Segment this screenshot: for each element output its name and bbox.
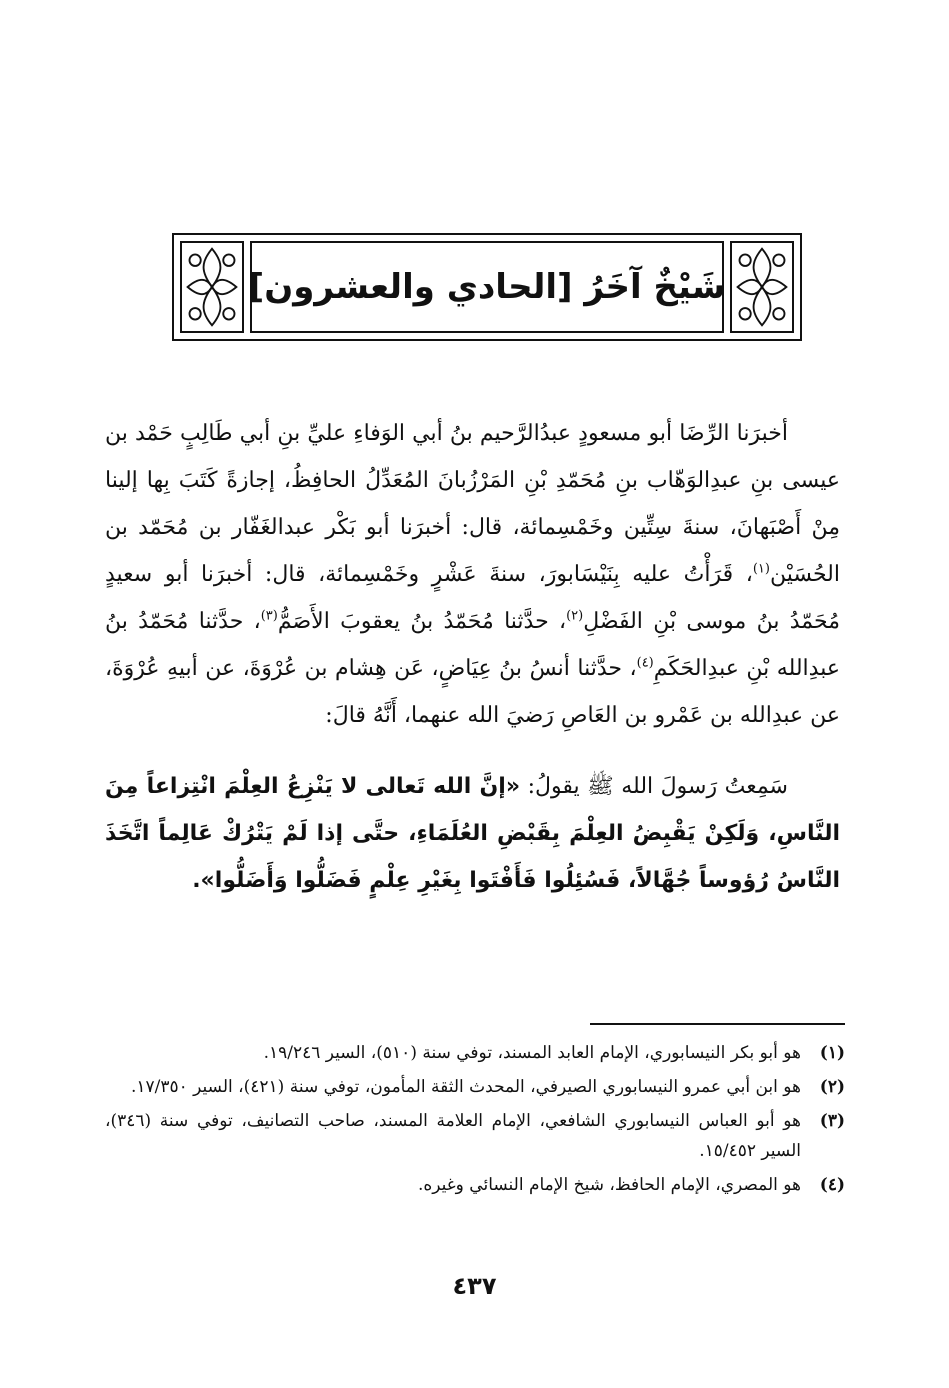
isnad-text-4: ، حدَّثنا مُحَمّدُ بنُ عبدِالله بْنِ عبدِالحَكَمِ <box>105 609 840 681</box>
footnote <box>105 1170 845 1200</box>
footnote-number: (٣) <box>819 1111 845 1131</box>
footnote-text: هو أبو بكر النيسابوري، الإمام العابد المسند، توفي سنة (٥١٠)، السير ١٩/٢٤٦. <box>263 1043 801 1063</box>
footnote-ref-2: (٢) <box>566 608 584 624</box>
floral-ornament-icon <box>730 241 794 333</box>
footnote-ref-4: (٤) <box>636 655 654 671</box>
floral-ornament-icon <box>180 241 244 333</box>
footnote-divider <box>590 1023 845 1025</box>
footnotes <box>105 1038 845 1204</box>
footnote-ref-3: (٣) <box>260 608 278 624</box>
footnote <box>105 1072 845 1102</box>
hadith-intro: سَمِعتُ رَسولَ الله ﷺ يقولُ: <box>520 774 788 799</box>
isnad-paragraph <box>105 410 840 739</box>
isnad-text-5: ، حدَّثنا أنسُ بنُ عِيَاضٍ، عَن هِشام بن عُرْوَةَ، عن أبيهِ عُرْوَةَ، عن عبدِالله بن عَمْرو بن العَاصِ رَضيَ الله عنهما، أَنَّهُ قالَ: <box>105 656 840 728</box>
footnote-number: (١) <box>819 1043 845 1063</box>
chapter-title: شَيْخٌ آخَرُ [الحادي والعشرون] <box>248 267 726 307</box>
hadith-paragraph <box>105 763 840 904</box>
main-text <box>105 410 840 904</box>
chapter-title-frame <box>172 233 802 341</box>
footnote-text: هو أبو العباس النيسابوري الشافعي، الإمام العلامة المسند، صاحب التصانيف، توفي سنة (٣٤٦)، السير ١٥/٤٥٢. <box>105 1111 801 1161</box>
footnote-number: (٢) <box>819 1077 845 1097</box>
footnote-text: هو ابن أبي عمرو النيسابوري الصيرفي، المحدث الثقة المأمون، توفي سنة (٤٢١)، السير ١٧/٣٥٠. <box>130 1077 801 1097</box>
isnad-text-1: أخبرَنا الرِّضَا أبو مسعودٍ عبدُالرَّحيم بنُ أبي الوَفاءِ عليِّ بنِ أبي طَالِبٍ حَمْد بن عيسى بنِ عبدِالوَهّاب بنِ مُحَمّدِ بْنِ المَرْزُبانَ المُعَدِّلُ الحافِظُ، إجازةً كَتَبَ بِها إلينا مِنْ أَصْبَهانَ، سنةَ سِتِّين وخَمْسِمائة، قال: أخبرَنا أبو بَكْر عبدالغَفّار بن مُحَمّد بن الحُسَيْن <box>105 421 840 587</box>
footnote <box>105 1038 845 1068</box>
hadith-text: «إنَّ الله تَعالى لا يَنْزِعُ العِلْمَ انْتِزاعاً مِنَ النَّاسِ، وَلَكِنْ يَقْبِضُ العِلْمَ بِقَبْضِ العُلَمَاءِ، حتَّى إذا لَمْ يَتْرُكْ عَالِماً اتَّخَذَ النَّاسُ رُؤوساً جُهَّالاً، فَسُئِلُوا فَأَفْتَوا بِغَيْرِ عِلْمٍ فَضَلُّوا وَأَضَلُّوا». <box>105 774 840 893</box>
isnad-text-2: ، قَرَأْتُ عليه بِنَيْسَابورَ، سنةَ عَشْرٍ وخَمْسِمائة، قال: أخبرَنا أبو سعيدٍ مُحَمّدُ بنُ موسى بْنِ الفَضْلِ <box>105 562 840 634</box>
footnote <box>105 1106 845 1166</box>
footnote-number: (٤) <box>819 1175 845 1195</box>
page-number: ٤٣٧ <box>452 1272 497 1300</box>
footnote-ref-1: (١) <box>752 561 770 577</box>
chapter-title-box <box>250 241 724 333</box>
isnad-text-3: ، حدَّثنا مُحَمّدُ بنُ يعقوبَ الأَصَمُّ <box>277 609 567 634</box>
footnote-text: هو المصري، الإمام الحافظ، شيخ الإمام النسائي وغيره. <box>417 1175 801 1195</box>
